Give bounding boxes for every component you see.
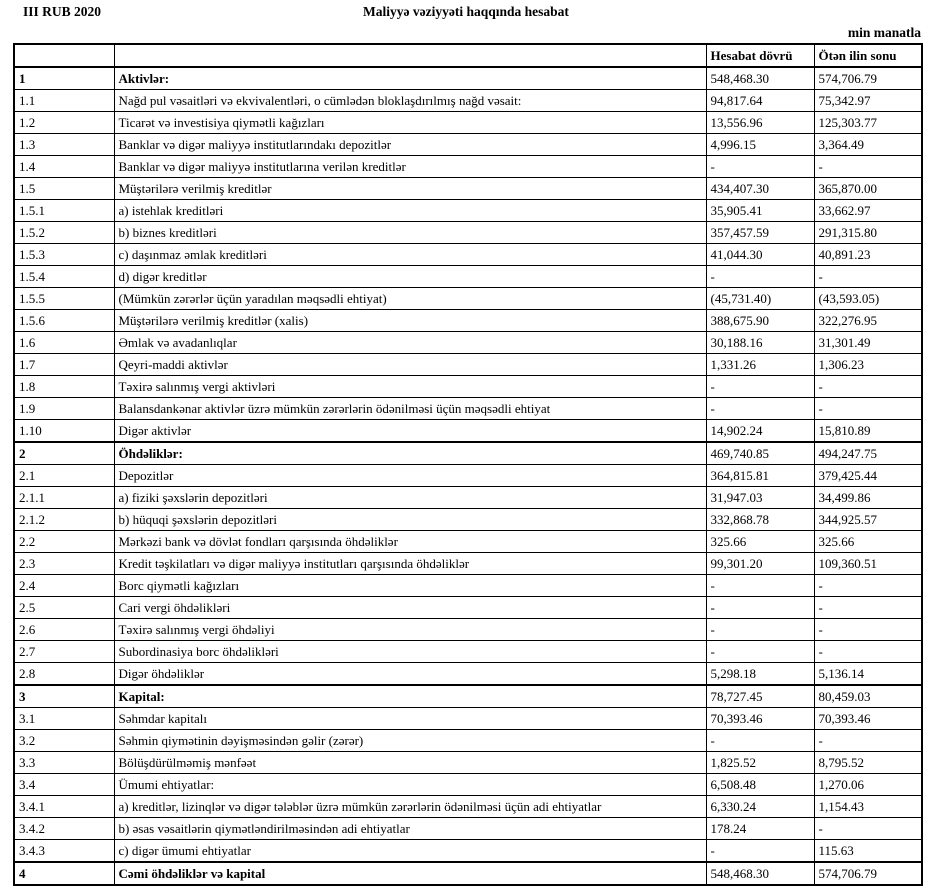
row-number: 1.5.6: [14, 310, 114, 332]
row-label: Öhdəliklər:: [114, 442, 706, 465]
row-previous-value: -: [814, 575, 922, 597]
row-previous-value: 365,870.00: [814, 178, 922, 200]
row-label: Banklar və digər maliyyə institutlarına verilən kreditlər: [114, 156, 706, 178]
row-previous-value: 115.63: [814, 840, 922, 863]
row-number: 1.5.2: [14, 222, 114, 244]
col-header-current-period: Hesabat dövrü: [706, 44, 814, 67]
row-number: 2.3: [14, 553, 114, 575]
row-label: a) kreditlər, lizinqlər və digər tələblər üzrə mümkün zərərlərin ödənilməsi üçün adi ehtiyatlar: [114, 796, 706, 818]
table-row: [14, 310, 922, 332]
row-label: b) əsas vəsaitlərin qiymətləndirilməsindən adi ehtiyatlar: [114, 818, 706, 840]
row-previous-value: 1,154.43: [814, 796, 922, 818]
table-row: [14, 90, 922, 112]
row-current-value: 1,331.26: [706, 354, 814, 376]
table-row: [14, 641, 922, 663]
financial-position-table: [13, 43, 923, 886]
row-current-value: 357,457.59: [706, 222, 814, 244]
row-previous-value: 494,247.75: [814, 442, 922, 465]
row-number: 1.1: [14, 90, 114, 112]
table-row: [14, 420, 922, 443]
table-row: [14, 663, 922, 686]
table-row: [14, 156, 922, 178]
row-label: Aktivlər:: [114, 67, 706, 90]
row-label: Cəmi öhdəliklər və kapital: [114, 862, 706, 885]
row-previous-value: 15,810.89: [814, 420, 922, 443]
table-row: [14, 354, 922, 376]
row-current-value: 388,675.90: [706, 310, 814, 332]
table-row: [14, 465, 922, 487]
table-row: [14, 840, 922, 863]
table-row: [14, 332, 922, 354]
table-row: [14, 685, 922, 708]
table-row: [14, 112, 922, 134]
row-current-value: 434,407.30: [706, 178, 814, 200]
row-current-value: 548,468.30: [706, 67, 814, 90]
table-row: [14, 619, 922, 641]
row-number: 1.5.1: [14, 200, 114, 222]
row-previous-value: -: [814, 156, 922, 178]
row-number: 2.1: [14, 465, 114, 487]
row-current-value: -: [706, 266, 814, 288]
row-label: Nağd pul vəsaitləri və ekvivalentləri, o cümlədən bloklaşdırılmış nağd vəsait:: [114, 90, 706, 112]
row-current-value: 78,727.45: [706, 685, 814, 708]
row-current-value: 469,740.85: [706, 442, 814, 465]
row-number: 1: [14, 67, 114, 90]
row-label: d) digər kreditlər: [114, 266, 706, 288]
col-header-label: [114, 44, 706, 67]
table-row: [14, 796, 922, 818]
table-row: [14, 200, 922, 222]
row-current-value: -: [706, 376, 814, 398]
row-number: 3.2: [14, 730, 114, 752]
row-label: a) fiziki şəxslərin depozitləri: [114, 487, 706, 509]
row-number: 3.4: [14, 774, 114, 796]
row-label: b) hüquqi şəxslərin depozitləri: [114, 509, 706, 531]
row-number: 2.2: [14, 531, 114, 553]
row-label: Subordinasiya borc öhdəlikləri: [114, 641, 706, 663]
row-previous-value: 574,706.79: [814, 67, 922, 90]
page-header: [0, 0, 932, 24]
row-previous-value: 80,459.03: [814, 685, 922, 708]
row-number: 2: [14, 442, 114, 465]
row-label: Bölüşdürülməmiş mənfəət: [114, 752, 706, 774]
table-row: [14, 531, 922, 553]
row-label: Banklar və digər maliyyə institutlarındakı depozitlər: [114, 134, 706, 156]
row-label: Mərkəzi bank və dövlət fondları qarşısında öhdəliklər: [114, 531, 706, 553]
row-number: 2.7: [14, 641, 114, 663]
row-label: c) daşınmaz əmlak kreditləri: [114, 244, 706, 266]
row-previous-value: 109,360.51: [814, 553, 922, 575]
row-number: 2.8: [14, 663, 114, 686]
row-number: 1.7: [14, 354, 114, 376]
row-current-value: 6,330.24: [706, 796, 814, 818]
row-label: Borc qiymətli kağızları: [114, 575, 706, 597]
row-current-value: 5,298.18: [706, 663, 814, 686]
row-number: 1.3: [14, 134, 114, 156]
row-label: Təxirə salınmış vergi öhdəliyi: [114, 619, 706, 641]
report-period: III RUB 2020: [23, 4, 102, 19]
row-number: 2.6: [14, 619, 114, 641]
row-previous-value: -: [814, 597, 922, 619]
row-label: Kapital:: [114, 685, 706, 708]
row-number: 3.4.1: [14, 796, 114, 818]
row-previous-value: 5,136.14: [814, 663, 922, 686]
row-previous-value: -: [814, 376, 922, 398]
row-label: Digər öhdəliklər: [114, 663, 706, 686]
row-previous-value: -: [814, 266, 922, 288]
row-previous-value: (43,593.05): [814, 288, 922, 310]
row-number: 2.5: [14, 597, 114, 619]
row-label: Təxirə salınmış vergi aktivləri: [114, 376, 706, 398]
row-current-value: 70,393.46: [706, 708, 814, 730]
row-number: 2.1.2: [14, 509, 114, 531]
row-number: 3.4.2: [14, 818, 114, 840]
row-current-value: 548,468.30: [706, 862, 814, 885]
table-row: [14, 774, 922, 796]
row-previous-value: 34,499.86: [814, 487, 922, 509]
row-previous-value: -: [814, 398, 922, 420]
row-label: a) istehlak kreditləri: [114, 200, 706, 222]
row-number: 3.3: [14, 752, 114, 774]
table-row: [14, 222, 922, 244]
table-row: [14, 752, 922, 774]
table-header-row: [14, 44, 922, 67]
row-current-value: 99,301.20: [706, 553, 814, 575]
row-current-value: 178.24: [706, 818, 814, 840]
row-current-value: -: [706, 597, 814, 619]
row-label: b) biznes kreditləri: [114, 222, 706, 244]
col-header-previous-period: Ötən ilin sonu: [814, 44, 922, 67]
row-current-value: -: [706, 398, 814, 420]
row-number: 1.5.4: [14, 266, 114, 288]
row-previous-value: 325.66: [814, 531, 922, 553]
row-label: Müştərilərə verilmiş kreditlər: [114, 178, 706, 200]
row-current-value: 4,996.15: [706, 134, 814, 156]
row-previous-value: 75,342.97: [814, 90, 922, 112]
row-number: 4: [14, 862, 114, 885]
row-number: 1.10: [14, 420, 114, 443]
row-previous-value: 322,276.95: [814, 310, 922, 332]
unit-note: min manatla: [847, 25, 921, 40]
row-label: Müştərilərə verilmiş kreditlər (xalis): [114, 310, 706, 332]
table-row: [14, 398, 922, 420]
table-row: [14, 553, 922, 575]
row-number: 1.6: [14, 332, 114, 354]
table-body: [14, 67, 922, 885]
table-row: [14, 487, 922, 509]
row-current-value: 35,905.41: [706, 200, 814, 222]
row-number: 3.4.3: [14, 840, 114, 863]
row-current-value: -: [706, 730, 814, 752]
col-header-number: [14, 44, 114, 67]
row-label: Balansdankənar aktivlər üzrə mümkün zərərlərin ödənilməsi üçün məqsədli ehtiyat: [114, 398, 706, 420]
row-number: 1.5.3: [14, 244, 114, 266]
row-current-value: 41,044.30: [706, 244, 814, 266]
table-row: [14, 575, 922, 597]
row-previous-value: 344,925.57: [814, 509, 922, 531]
row-current-value: -: [706, 619, 814, 641]
table-row: [14, 376, 922, 398]
row-previous-value: -: [814, 818, 922, 840]
row-number: 1.5: [14, 178, 114, 200]
row-label: Səhmin qiymətinin dəyişməsindən gəlir (zərər): [114, 730, 706, 752]
row-current-value: -: [706, 156, 814, 178]
table-row: [14, 862, 922, 885]
table-row: [14, 730, 922, 752]
row-current-value: 13,556.96: [706, 112, 814, 134]
row-label: Digər aktivlər: [114, 420, 706, 443]
row-number: 1.4: [14, 156, 114, 178]
row-current-value: 94,817.64: [706, 90, 814, 112]
row-current-value: 14,902.24: [706, 420, 814, 443]
row-number: 1.9: [14, 398, 114, 420]
row-previous-value: 33,662.97: [814, 200, 922, 222]
table-row: [14, 178, 922, 200]
row-previous-value: 379,425.44: [814, 465, 922, 487]
row-label: Səhmdar kapitalı: [114, 708, 706, 730]
row-previous-value: 8,795.52: [814, 752, 922, 774]
row-label: c) digər ümumi ehtiyatlar: [114, 840, 706, 863]
row-current-value: -: [706, 641, 814, 663]
table-row: [14, 818, 922, 840]
row-number: 2.4: [14, 575, 114, 597]
row-previous-value: -: [814, 641, 922, 663]
row-number: 1.2: [14, 112, 114, 134]
row-label: Ümumi ehtiyatlar:: [114, 774, 706, 796]
row-previous-value: 70,393.46: [814, 708, 922, 730]
table-row: [14, 708, 922, 730]
row-previous-value: 1,270.06: [814, 774, 922, 796]
row-current-value: 325.66: [706, 531, 814, 553]
row-label: (Mümkün zərərlər üçün yaradılan məqsədli ehtiyat): [114, 288, 706, 310]
table-row: [14, 244, 922, 266]
row-previous-value: -: [814, 730, 922, 752]
row-label: Cari vergi öhdəlikləri: [114, 597, 706, 619]
row-label: Qeyri-maddi aktivlər: [114, 354, 706, 376]
table-row: [14, 67, 922, 90]
row-previous-value: 3,364.49: [814, 134, 922, 156]
row-label: Ticarət və investisiya qiymətli kağızları: [114, 112, 706, 134]
row-previous-value: 1,306.23: [814, 354, 922, 376]
row-current-value: 332,868.78: [706, 509, 814, 531]
row-current-value: (45,731.40): [706, 288, 814, 310]
row-current-value: 31,947.03: [706, 487, 814, 509]
row-previous-value: 574,706.79: [814, 862, 922, 885]
table-row: [14, 266, 922, 288]
row-number: 2.1.1: [14, 487, 114, 509]
row-current-value: 30,188.16: [706, 332, 814, 354]
table-row: [14, 288, 922, 310]
row-number: 3: [14, 685, 114, 708]
report-title: Maliyyə vəziyyəti haqqında hesabat: [363, 4, 569, 19]
row-number: 3.1: [14, 708, 114, 730]
table-row: [14, 597, 922, 619]
row-current-value: -: [706, 575, 814, 597]
row-previous-value: 31,301.49: [814, 332, 922, 354]
row-label: Kredit təşkilatları və digər maliyyə institutları qarşısında öhdəliklər: [114, 553, 706, 575]
row-label: Əmlak və avadanlıqlar: [114, 332, 706, 354]
row-current-value: 364,815.81: [706, 465, 814, 487]
table-row: [14, 509, 922, 531]
table-row: [14, 134, 922, 156]
row-previous-value: 40,891.23: [814, 244, 922, 266]
row-current-value: 6,508.48: [706, 774, 814, 796]
row-current-value: -: [706, 840, 814, 863]
row-label: Depozitlər: [114, 465, 706, 487]
row-current-value: 1,825.52: [706, 752, 814, 774]
row-number: 1.8: [14, 376, 114, 398]
row-previous-value: 125,303.77: [814, 112, 922, 134]
row-previous-value: -: [814, 619, 922, 641]
table-row: [14, 442, 922, 465]
row-number: 1.5.5: [14, 288, 114, 310]
row-previous-value: 291,315.80: [814, 222, 922, 244]
